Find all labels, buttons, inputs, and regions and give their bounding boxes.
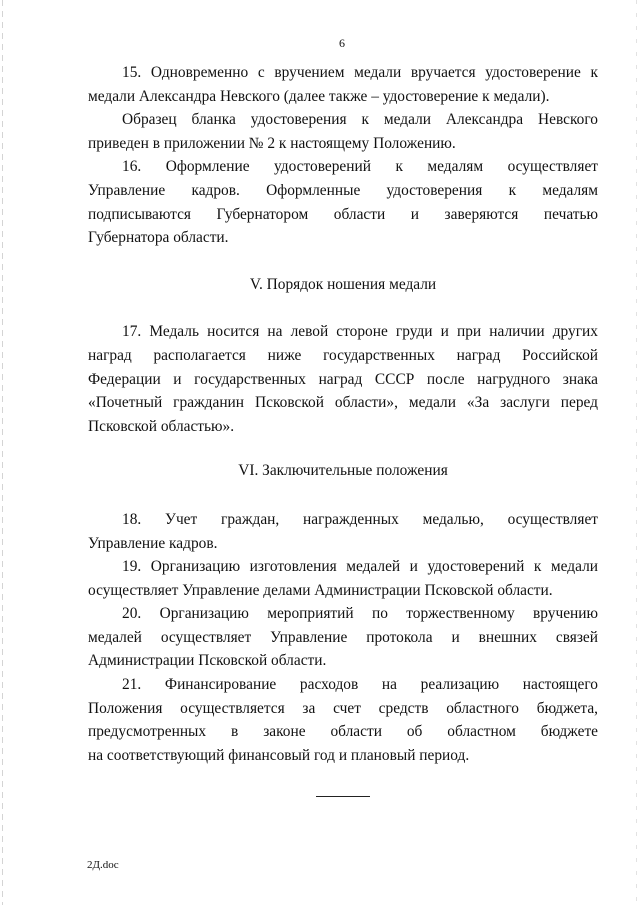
text-line: Псковской областью».: [88, 417, 235, 435]
text-line: 21. Финансирование расходов на реализацию настоящего: [122, 676, 598, 694]
scan-edge-right: [636, 0, 637, 905]
text-line: Управление кадров.: [88, 534, 218, 552]
text-line: медалей осуществляет Управление протокола и внешних связей: [88, 628, 598, 646]
text-line: предусмотренных в законе области об областном бюджете: [88, 723, 598, 741]
scan-edge-left: [2, 0, 3, 905]
section-heading-6: VI. Заключительные положения: [238, 462, 448, 480]
text-line: Федерации и государственных наград СССР после нагрудного знака: [88, 370, 598, 388]
text-line: Положения осуществляется за счет средств областного бюджета,: [88, 699, 598, 717]
closing-rule: [316, 796, 370, 797]
text-line: подписываются Губернатором области и заверяются печатью: [88, 205, 598, 223]
text-line: 15. Одновременно с вручением медали вручается удостоверение к: [122, 64, 598, 81]
paragraph-18: [88, 508, 598, 555]
page-number: 6: [339, 36, 345, 50]
text-line: «Почетный гражданин Псковской области», медали «За заслуги перед: [88, 394, 598, 412]
paragraph-15: [88, 61, 598, 108]
text-line: 19. Организацию изготовления медалей и удостоверений к медали: [122, 558, 598, 576]
text-line: 18. Учет граждан, награжденных медалью, осуществляет: [122, 510, 598, 528]
text-line: приведен в приложении № 2 к настоящему Положению.: [88, 134, 456, 152]
text-line: Администрации Псковской области.: [88, 652, 327, 670]
text-line: Управление кадров. Оформленные удостоверения к медалям: [88, 181, 598, 199]
paragraph-20: [88, 602, 598, 673]
paragraph-19: [88, 555, 598, 602]
text-line: осуществляет Управление делами Администрации Псковской области.: [88, 581, 553, 599]
text-line: 17. Медаль носится на левой стороне груди и при наличии других: [122, 323, 598, 341]
text-line: Губернатора области.: [88, 229, 229, 247]
text-line: на соответствующий финансовый год и плановый период.: [88, 746, 470, 764]
document-body: [88, 61, 598, 767]
section-heading-5: V. Порядок ношения медали: [249, 275, 437, 293]
text-line: 20. Организацию мероприятий по торжественному вручению: [122, 605, 598, 623]
paragraph-16: [88, 155, 598, 249]
text-line: Образец бланка удостоверения к медали Александра Невского: [122, 111, 598, 129]
text-line: наград располагается ниже государственных наград Российской: [88, 346, 598, 364]
text-line: медали Александра Невского (далее также – удостоверение к медали).: [88, 87, 550, 105]
paragraph-15-sample: [88, 108, 598, 155]
paragraph-17: [88, 320, 598, 438]
footer-filename: 2Д.doc: [87, 859, 119, 871]
paragraph-21: [88, 673, 598, 767]
text-line: 16. Оформление удостоверений к медалям осуществляет: [122, 158, 598, 176]
